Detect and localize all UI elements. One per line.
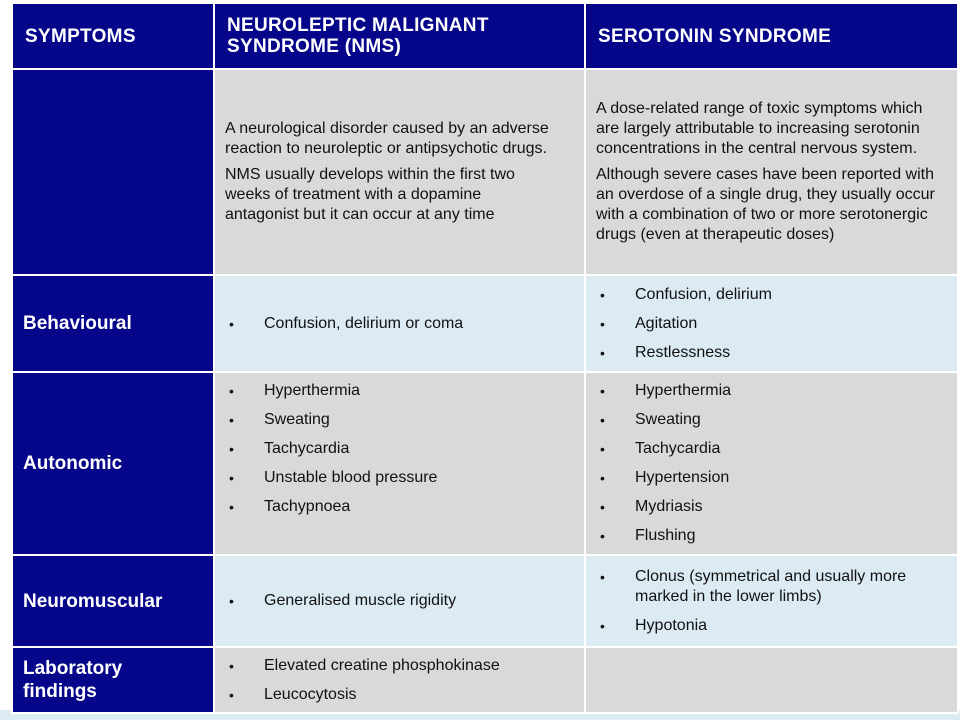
ss-definition-cell: [585, 69, 958, 275]
nms-neuromuscular-cell: [214, 555, 585, 647]
list-item: • Mydriasis: [600, 498, 703, 515]
list-item: • Elevated creatine phosphokinase: [229, 656, 500, 674]
bullet-icon: •: [600, 315, 605, 332]
nms-laboratory-list: [225, 656, 574, 705]
list-item: • Hypotonia: [600, 616, 708, 634]
bullet-icon: •: [600, 383, 605, 399]
bullet-icon: •: [229, 441, 234, 457]
nms-behavioural-list: [225, 314, 574, 334]
row-label-laboratory: Laboratory findings: [12, 647, 214, 713]
comparison-table: [11, 2, 959, 714]
bullet-icon: •: [229, 657, 234, 674]
header-serotonin: SEROTONIN SYNDROME: [585, 3, 958, 69]
bullet-icon: •: [600, 499, 605, 515]
bullet-icon: •: [600, 568, 605, 585]
row-label-behavioural: Behavioural: [12, 275, 214, 372]
ss-behavioural-cell: [585, 275, 958, 372]
bullet-icon: •: [600, 286, 605, 303]
list-item: • Unstable blood pressure: [229, 469, 438, 486]
bullet-icon: •: [600, 528, 605, 544]
list-item: • Tachycardia: [229, 440, 350, 457]
laboratory-row: [12, 647, 958, 713]
bullet-icon: •: [600, 344, 605, 361]
definition-row: [12, 69, 958, 275]
bullet-icon: •: [229, 470, 234, 486]
list-item: • Restlessness: [600, 343, 731, 361]
nms-behavioural-cell: [214, 275, 585, 372]
ss-definition-paragraph: A dose-related range of toxic symptoms which are largely attributable to increasing serotonin concentrations in the central nervous system.: [596, 100, 923, 157]
nms-neuromuscular-list: [225, 591, 574, 611]
nms-autonomic-list: [225, 381, 574, 517]
bullet-icon: •: [229, 686, 234, 703]
bullet-icon: •: [600, 617, 605, 634]
ss-autonomic-list: [596, 381, 947, 546]
bullet-icon: •: [600, 441, 605, 457]
bullet-icon: •: [600, 412, 605, 428]
header-symptoms: SYMPTOMS: [12, 3, 214, 69]
list-item: • Generalised muscle rigidity: [229, 592, 457, 609]
list-item: • Flushing: [600, 527, 696, 544]
list-item: • Confusion, delirium: [600, 285, 772, 303]
list-item: • Clonus (symmetrical and usually more marked in the lower limbs): [600, 567, 907, 605]
header-nms: NEUROLEPTIC MALIGNANT SYNDROME (NMS): [214, 3, 585, 69]
list-item: • Tachycardia: [600, 440, 721, 457]
neuromuscular-row: [12, 555, 958, 647]
list-item: • Hyperthermia: [600, 382, 732, 399]
list-item: • Hypertension: [600, 469, 730, 486]
ss-neuromuscular-list: [596, 567, 933, 636]
header-row: [12, 3, 958, 69]
list-item: • Sweating: [229, 411, 330, 428]
list-item: • Tachypnoea: [229, 498, 351, 515]
nms-definition-cell: [214, 69, 585, 275]
list-item: • Hyperthermia: [229, 382, 361, 399]
nms-laboratory-cell: [214, 647, 585, 713]
ss-definition-paragraph: Although severe cases have been reported with an overdose of a single drug, they usually occur with a combination of two or more serotonergic drugs (even at therapeutic doses): [596, 166, 935, 243]
list-item: • Confusion, delirium or coma: [229, 314, 464, 332]
behavioural-row: [12, 275, 958, 372]
row-label-autonomic: Autonomic: [12, 372, 214, 555]
row-label-neuromuscular: Neuromuscular: [12, 555, 214, 647]
list-item: • Leucocytosis: [229, 685, 357, 703]
bullet-icon: •: [229, 499, 234, 515]
autonomic-row: [12, 372, 958, 555]
bullet-icon: •: [229, 383, 234, 399]
list-item: • Agitation: [600, 314, 698, 332]
nms-definition-paragraph: A neurological disorder caused by an adverse reaction to neuroleptic or antipsychotic drugs.: [225, 120, 549, 157]
bullet-icon: •: [600, 470, 605, 486]
bullet-icon: •: [229, 593, 234, 609]
bullet-icon: •: [229, 315, 234, 332]
list-item: • Sweating: [600, 411, 701, 428]
ss-laboratory-cell: [585, 647, 958, 713]
nms-autonomic-cell: [214, 372, 585, 555]
nms-definition-paragraph: NMS usually develops within the first two weeks of treatment with a dopamine antagonist but it can occur at any time: [225, 166, 515, 223]
ss-neuromuscular-cell: [585, 555, 958, 647]
bullet-icon: •: [229, 412, 234, 428]
ss-behavioural-list: [596, 285, 947, 363]
ss-autonomic-cell: [585, 372, 958, 555]
definition-label-cell: [12, 69, 214, 275]
